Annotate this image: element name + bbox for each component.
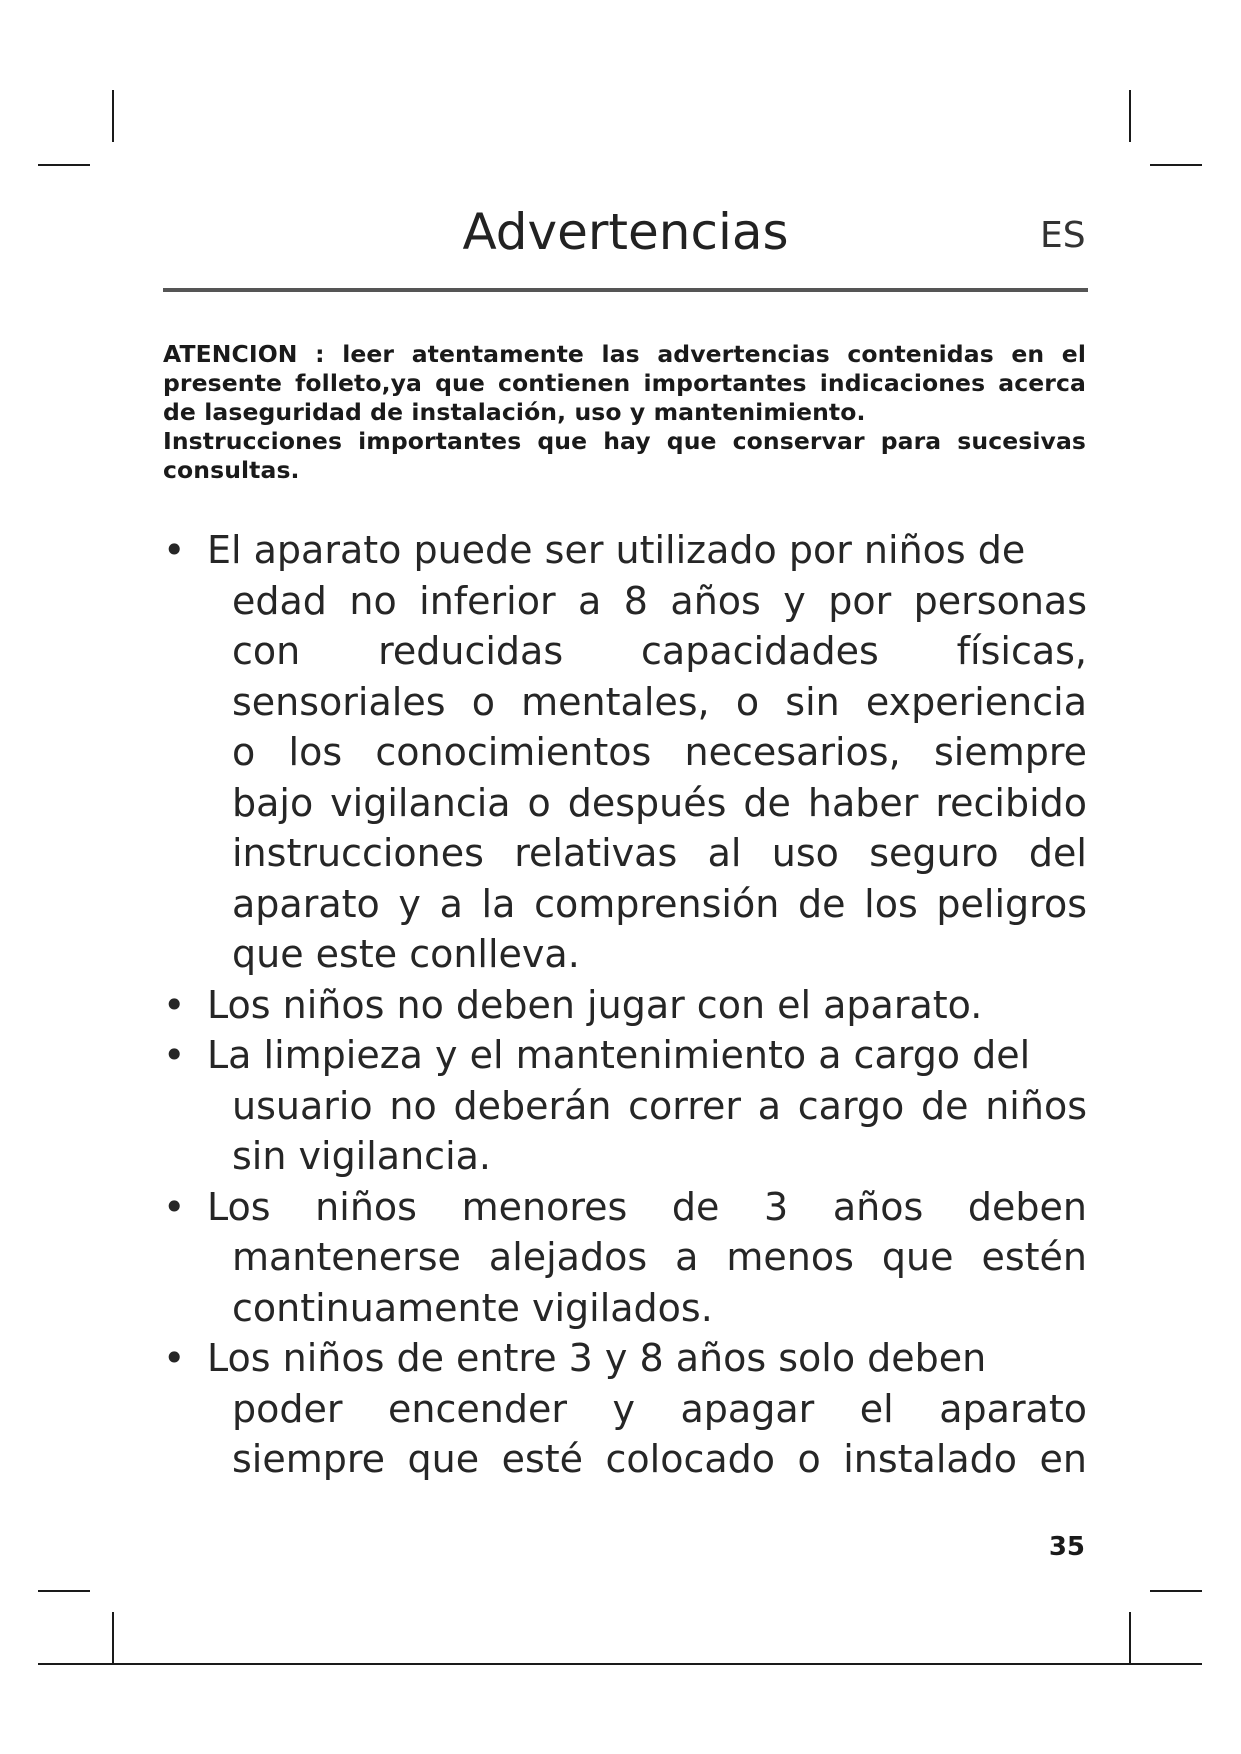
bullet-line: bajo vigilancia o después de haber recibido bbox=[232, 780, 1087, 825]
crop-mark bbox=[112, 1612, 114, 1664]
crop-mark bbox=[112, 90, 114, 142]
bullet-item bbox=[163, 525, 1093, 980]
bullet-line: siempre que esté colocado o instalado en bbox=[232, 1437, 1087, 1481]
bullet-icon: • bbox=[163, 528, 186, 572]
bullet-line: Los niños de entre 3 y 8 años solo deben bbox=[207, 1336, 987, 1380]
bullet-icon: • bbox=[163, 1184, 186, 1229]
bullet-line: Los niños no deben jugar con el aparato. bbox=[207, 982, 983, 1027]
page-number: 35 bbox=[1048, 1532, 1085, 1562]
bullet-item bbox=[163, 1182, 1093, 1334]
crop-mark bbox=[1150, 1590, 1202, 1592]
bullet-line: sin vigilancia. bbox=[232, 1134, 491, 1178]
bullet-item bbox=[163, 1030, 1093, 1182]
bullet-line: aparato y a la comprensión de los peligros bbox=[232, 881, 1087, 926]
crop-line-bottom bbox=[38, 1663, 1202, 1665]
bullet-line: continuamente vigilados. bbox=[232, 1285, 713, 1330]
bullet-line: Los niños menores de 3 años deben bbox=[207, 1184, 1087, 1229]
bullet-line: edad no inferior a 8 años y por personas bbox=[232, 578, 1087, 623]
warning-notice bbox=[163, 340, 1086, 485]
bullet-line: La limpieza y el mantenimiento a cargo del bbox=[207, 1033, 1031, 1077]
warning-bullet-list bbox=[163, 525, 1093, 1485]
bullet-icon: • bbox=[163, 1336, 186, 1380]
warning-paragraph: Instrucciones importantes que hay que conservar para sucesivas consultas. bbox=[163, 427, 1086, 484]
bullet-line: usuario no deberán correr a cargo de niños bbox=[232, 1083, 1087, 1128]
bullet-line: instrucciones relativas al uso seguro del bbox=[232, 831, 1087, 875]
language-code: ES bbox=[1040, 215, 1086, 256]
page-title: Advertencias bbox=[462, 203, 789, 261]
bullet-line: o los conocimientos necesarios, siempre bbox=[232, 730, 1087, 774]
crop-mark bbox=[38, 164, 90, 166]
title-divider bbox=[163, 288, 1088, 292]
crop-mark bbox=[1129, 1612, 1131, 1664]
bullet-icon: • bbox=[163, 1033, 186, 1077]
bullet-item bbox=[163, 980, 1093, 1031]
warning-paragraph: ATENCION : leer atentamente las advertencias contenidas en el presente folleto,ya que contienen importantes indicaciones acerca de laseguridad de instalación, uso y mantenimiento. bbox=[163, 340, 1086, 426]
crop-mark bbox=[1150, 164, 1202, 166]
bullet-item bbox=[163, 1333, 1093, 1485]
crop-mark bbox=[38, 1590, 90, 1592]
crop-mark bbox=[1129, 90, 1131, 142]
bullet-line: sensoriales o mentales, o sin experiencia bbox=[232, 679, 1087, 724]
bullet-line: poder encender y apagar el aparato bbox=[232, 1386, 1087, 1431]
bullet-icon: • bbox=[163, 982, 186, 1027]
bullet-line: El aparato puede ser utilizado por niños de bbox=[207, 528, 1026, 572]
bullet-line: que este conlleva. bbox=[232, 932, 580, 976]
bullet-line: mantenerse alejados a menos que estén bbox=[232, 1235, 1087, 1279]
bullet-line: con reducidas capacidades físicas, bbox=[232, 629, 1087, 673]
